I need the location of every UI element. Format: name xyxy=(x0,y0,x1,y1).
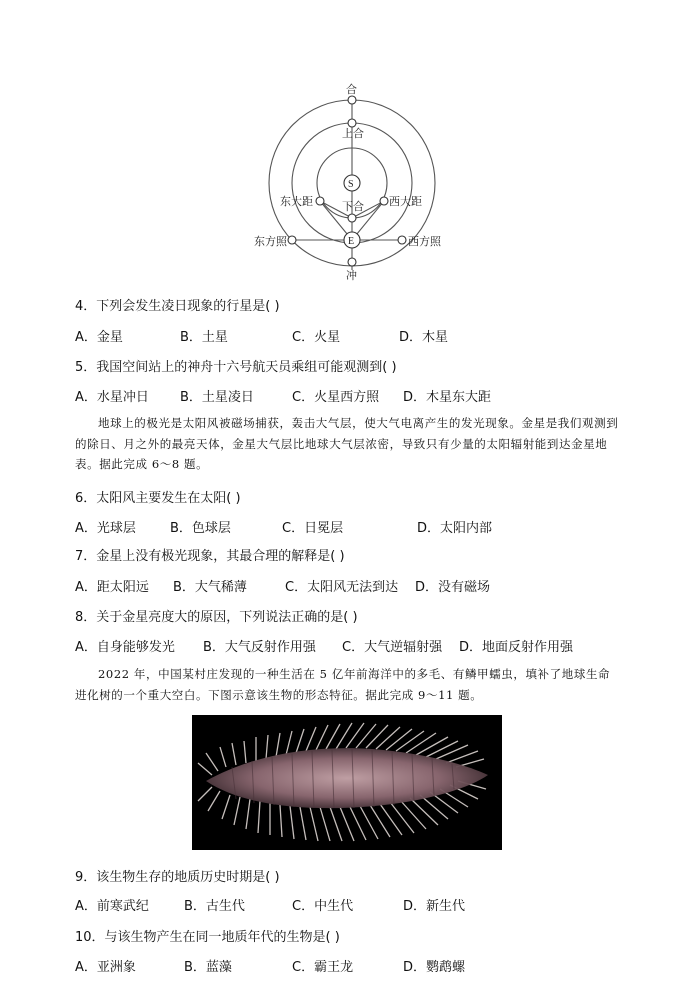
passage-worm-fossil: 2022 年，中国某村庄发现的一种生活在 5 亿年前海洋中的多毛、有鳞甲蠕虫，填补了地球生命进化树的一个重大空白。下图示意该生物的形态特征。据此完成 9～11 题。 xyxy=(75,667,611,702)
q5-option-b[interactable]: B．土星凌日 xyxy=(180,390,254,405)
q7-option-b[interactable]: B．大气稀薄 xyxy=(173,580,247,595)
q9-option-a[interactable]: A．前寒武纪 xyxy=(75,899,149,914)
q6-option-b[interactable]: B．色球层 xyxy=(170,521,231,536)
label-opposition: 冲 xyxy=(346,270,357,282)
q4-option-a[interactable]: A．金星 xyxy=(75,330,123,345)
label-east-elongation: 东大距 xyxy=(280,196,313,208)
q10-option-a[interactable]: A．亚洲象 xyxy=(75,960,136,975)
q7-option-c[interactable]: C．太阳风无法到达 xyxy=(285,580,399,595)
question-8-stem: 8．关于金星亮度大的原因，下列说法正确的是( ) xyxy=(75,610,358,625)
q8-option-c[interactable]: C．大气逆辐射强 xyxy=(342,640,443,655)
q5-option-c[interactable]: C．火星西方照 xyxy=(292,390,380,405)
q7-option-d[interactable]: D．没有磁场 xyxy=(415,580,491,595)
q9-option-d[interactable]: D．新生代 xyxy=(403,899,466,914)
q5-option-d[interactable]: D．木星东大距 xyxy=(403,390,492,405)
label-east-quadrature: 东方照 xyxy=(254,236,287,248)
q7-option-a[interactable]: A．距太阳远 xyxy=(75,580,149,595)
planet-orbit-diagram xyxy=(254,80,460,285)
question-5-stem: 5．我国空间站上的神舟十六号航天员乘组可能观测到( ) xyxy=(75,360,397,375)
q6-option-a[interactable]: A．光球层 xyxy=(75,521,136,536)
q4-option-b[interactable]: B．土星 xyxy=(180,330,228,345)
label-earth: E xyxy=(348,236,355,247)
q4-option-d[interactable]: D．木星 xyxy=(399,330,449,345)
lower-conjunction-point xyxy=(348,214,356,222)
west-elongation-point xyxy=(380,197,388,205)
label-upper-conjunction: 上合 xyxy=(342,128,364,140)
label-west-elongation: 西大距 xyxy=(389,196,422,208)
q6-option-c[interactable]: C．日冕层 xyxy=(282,521,344,536)
label-conjunction: 合 xyxy=(346,84,357,96)
conjunction-point xyxy=(348,96,356,104)
question-6-stem: 6．太阳风主要发生在太阳( ) xyxy=(75,491,241,506)
upper-conjunction-point xyxy=(348,119,356,127)
question-9-stem: 9．该生物生存的地质历史时期是( ) xyxy=(75,870,280,885)
east-elongation-point xyxy=(316,197,324,205)
q10-option-b[interactable]: B．蓝藻 xyxy=(184,960,232,975)
q8-option-a[interactable]: A．自身能够发光 xyxy=(75,640,175,655)
label-lower-conjunction: 下合 xyxy=(342,201,364,213)
q9-option-b[interactable]: B．古生代 xyxy=(184,899,245,914)
label-west-quadrature: 西方照 xyxy=(408,236,441,248)
opposition-point xyxy=(348,258,356,266)
q5-option-a[interactable]: A．水星冲日 xyxy=(75,390,149,405)
q4-option-c[interactable]: C．火星 xyxy=(292,330,341,345)
question-7-stem: 7．金星上没有极光现象，其最合理的解释是( ) xyxy=(75,549,345,564)
east-quadrature-point xyxy=(288,236,296,244)
q6-option-d[interactable]: D．太阳内部 xyxy=(417,521,493,536)
q8-option-b[interactable]: B．大气反射作用强 xyxy=(203,640,316,655)
west-quadrature-point xyxy=(398,236,406,244)
q8-option-d[interactable]: D．地面反射作用强 xyxy=(459,640,574,655)
q10-option-d[interactable]: D．鹦鹉螺 xyxy=(403,960,466,975)
q9-option-c[interactable]: C．中生代 xyxy=(292,899,354,914)
worm-photo xyxy=(192,715,502,850)
passage-aurora-venus: 地球上的极光是太阳风被磁场捕获，轰击大气层，使大气电离产生的发光现象。金星是我们观测到的除日、月之外的最亮天体，金星大气层比地球大气层浓密，导致只有少量的太阳辐射能到达金星地表。据此完成 6～8 题。 xyxy=(75,416,619,471)
question-4-stem: 4．下列会发生凌日现象的行星是( ) xyxy=(75,299,280,314)
q10-option-c[interactable]: C．霸王龙 xyxy=(292,960,354,975)
label-sun: S xyxy=(348,179,354,190)
question-10-stem: 10．与该生物产生在同一地质年代的生物是( ) xyxy=(75,930,340,945)
